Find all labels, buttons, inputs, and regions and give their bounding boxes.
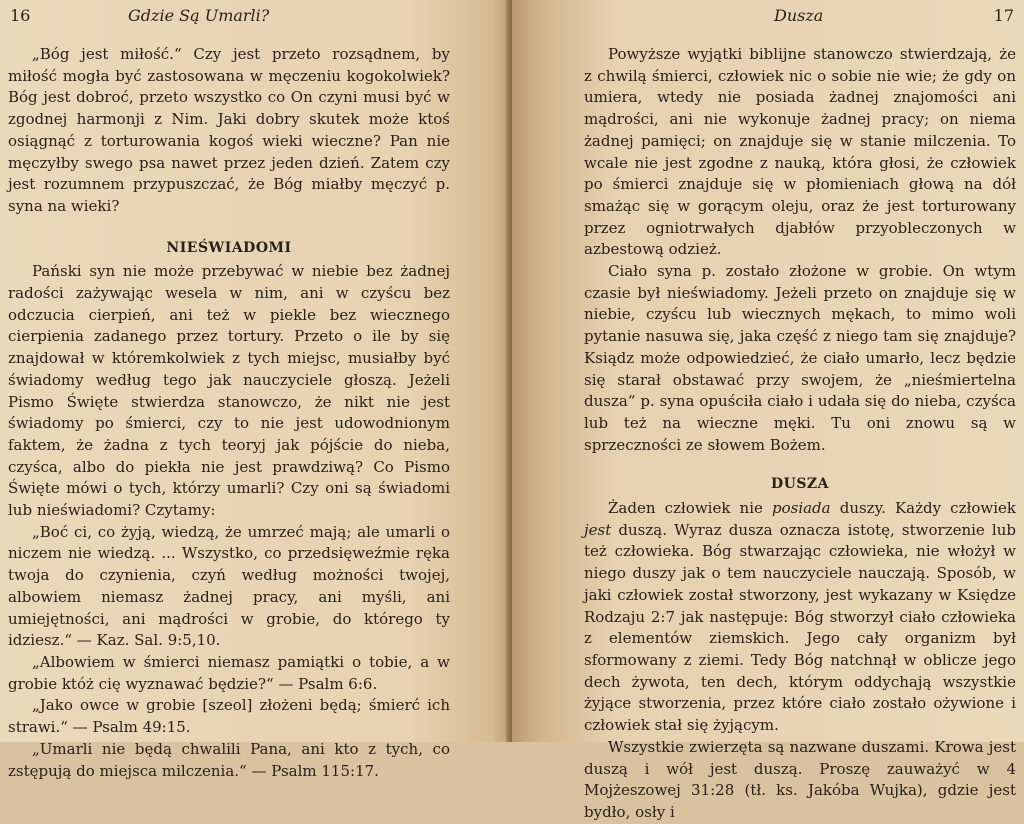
paragraph: Powyższe wyjątki biblijne stanowczo stwierdzają, że z chwilą śmierci, człowiek nic o sobie nie wie; że gdy on umiera, wtedy nie posiada żadnej znajomości ani mądrości, ani nie wykonuje żadnej pracy; on niema żadnej pamięci; on znajduje się w stanie milczenia. To wcale nie jest zgodne z nauką, która głosi, że człowiek po śmierci znajduje się w płomieniach głową na dół smażąc się w gorącym oleju, oraz że jest torturowany przez ogniotrwałych djabłów przyobleczonych w azbestową odzież. — [584, 45, 1016, 259]
paragraph: Wszystkie zwierzęta są nazwane duszami. Krowa jest duszą i wół jest duszą. Proszę zauważyć w 4 Mojżeszowej 31:28 (tł. ks. Jakóba Wujka), gdzie jest bydło, osły i — [584, 737, 1016, 821]
emphasis-posiada: posiada — [771, 499, 831, 518]
right-page-number: 17 — [993, 6, 1014, 25]
left-page-number: 16 — [10, 6, 31, 25]
paragraph: Pański syn nie może przebywać w niebie bez żadnej radości zażywając wesela w nim, ani w czyścu bez odczucia cierpień, ani też w piekle bez wiecznego cierpienia zadanego przez tortury. Przeto o ile by się znajdował w któremkolwiek z tych miejsc, musiałby być świadomy według tego jak nauczyciele głoszą. Jeżeli Pismo Święte stwierdza stanowczo, że nikt nie jest świadomy po śmierci, czy to nie jest udowodnionym faktem, że żadna z tych teoryj jak pójście do nieba, czyśca, albo do piekła nie jest prawdziwą? Co Pismo Święte mówi o tych, którzy umarli? Czy oni są świadomi lub nieświadomi? Czytamy: — [8, 262, 450, 520]
right-page — [512, 0, 1024, 821]
text-run: duszą. Wyraz dusza oznacza istotę, stworzenie lub też człowieka. Bóg stwarzając człowieka, nie włożył w niego duszy jak o tem nauczyciele nauczają. Sposób, w jaki człowiek został stworzony, jest wykazany w Księdze Rodzaju 2:7 jak następuje: Bóg stworzył ciało człowieka z elementów ziemskich. Jego cały organizm był sformowany z ziemi. Tedy Bóg natchnął w oblicze jego dech żywota, ten dech, którym oddychają wszystkie żyjące stworzenia, przez które ciało zostało ożywione i człowiek stał się żyjącym. — [584, 520, 1016, 735]
quote-paragraph: „Boć ci, co żyją, wiedzą, że umrzeć mają; ale umarli o niczem nie wiedzą. ... Wszystko, co przedsięweźmie ręka twoja do czynienia, czyń według możności twojej, albowiem niemasz żadnej pracy, ani myśli, ani umiejętności, ani mądrości w grobie, do którego ty idziesz.“ — Kaz. Sal. 9:5,10. — [8, 522, 450, 650]
left-page-text — [8, 44, 450, 782]
text-run: Żaden człowiek nie — [608, 499, 772, 518]
section-heading-nieswiadomi: NIEŚWIADOMI — [166, 239, 292, 256]
paragraph: „Bóg jest miłość.“ Czy jest przeto rozsądnem, by miłość mogła być zastosowana w męczeniu kogokolwiek? Bóg jest dobroć, przeto wszystko co On czyni musi być w zgodnej harmonji z Nim. Jaki dobry skutek może ktoś osiągnąć z torturowania kogoś wieki wieczne? Pan nie męczyłby swego psa nawet przez jeden dzień. Zatem czy jest rozumnem przypuszczać, że Bóg miałby męczyć p. syna na wieki? — [8, 45, 450, 215]
emphasis-jest: jest — [584, 520, 612, 539]
paragraph — [584, 498, 1016, 737]
left-page-header — [8, 6, 450, 28]
right-running-title: Dusza — [774, 6, 824, 25]
right-page-text — [584, 44, 1016, 824]
right-page-header — [584, 6, 1016, 28]
left-running-title: Gdzie Są Umarli? — [128, 6, 270, 25]
paragraph: Ciało syna p. zostało złożone w grobie. On wtym czasie był nieświadomy. Jeżeli przeto on znajduje się w niebie, czyścu lub wiecznych mękach, to mimo woli pytanie nasuwa się, jaka część z niego tam się znajduje? Ksiądz może odpowiedzieć, że ciało umarło, lecz będzie się starał obstawać przy swojem, że „nieśmiertelna dusza“ p. syna opuściła ciało i udała się do nieba, czyśca lub też na wieczne męki. Tu oni znowu są w sprzeczności ze słowem Bożem. — [584, 262, 1016, 454]
left-page — [0, 0, 512, 780]
quote-paragraph: „Umarli nie będą chwalili Pana, ani kto z tych, co zstępują do miejsca milczenia.“ — Psalm 115:17. — [8, 739, 450, 780]
text-run: duszy. Każdy człowiek — [830, 499, 1016, 518]
quote-paragraph: „Albowiem w śmierci niemasz pamiątki o tobie, a w grobie któż cię wyznawać będzie?“ — Psalm 6:6. — [8, 652, 450, 693]
section-heading-dusza: DUSZA — [770, 476, 830, 493]
quote-paragraph: „Jako owce w grobie [szeol] złożeni będą; śmierć ich strawi.“ — Psalm 49:15. — [8, 696, 450, 737]
